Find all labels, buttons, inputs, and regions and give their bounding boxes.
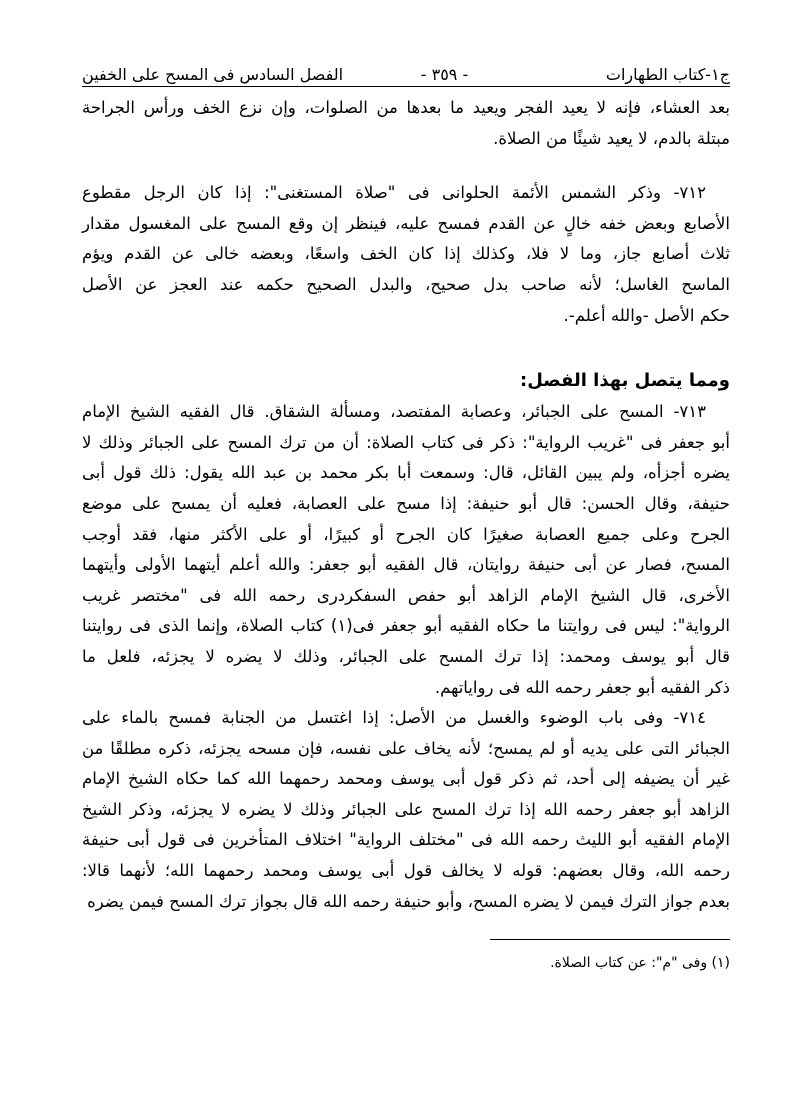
- paragraph-1: [82, 93, 730, 154]
- header-book-title: ج١-كتاب الطهارات: [605, 65, 730, 84]
- text-line: غير أن يضيفه إلى أحد، ثم ذكر قول أبى يوسف ومحمد رحمهما الله كما حكاه الشيخ الإمام: [82, 769, 730, 789]
- text-line: مبتلة بالدم، لا يعيد شيئًا من الصلاة.: [493, 128, 730, 148]
- text-line: ٧١٣- المسح على الجبائر، وعصابة المفتصد، ومسألة الشقاق. قال الفقيه الشيخ الإمام: [82, 402, 706, 422]
- page-number: - ٣٥٩ -: [420, 65, 469, 84]
- text-line: ٧١٤- وفى باب الوضوء والغسل من الأصل: إذا اغتسل من الجنابة فمسح بالماء على: [82, 708, 706, 728]
- text-line: الجرح وعلى جميع العصابة صغيرًا كان الجرح أو كبيرًا، أو على الأكثر منها، فقد أوجب: [82, 524, 730, 544]
- text-line: بعدم جواز الترك فيمن لا يضره المسح، وأبو حنيفة رحمه الله قال بجواز ترك المسح فيمن يضره: [87, 891, 730, 911]
- text-line: رحمه الله، وقال بعضهم: قوله لا يخالف قول أبى يوسف ومحمد رحمهما الله؛ لأنهما قالا:: [82, 861, 730, 881]
- footnote-divider: [490, 939, 730, 940]
- footnote: (١) وفى "م": عن كتاب الصلاة.: [550, 955, 730, 972]
- text-line: بعد العشاء، فإنه لا يعيد الفجر ويعيد ما بعدها من الصلوات، وإن نزع الخف ورأس الجراحة: [82, 98, 730, 117]
- paragraph-712: [82, 178, 730, 331]
- text-line: الأخرى، قال الشيخ الإمام الزاهد أبو حفص السفكردرى رحمه الله فى "مختصر غريب: [82, 585, 730, 605]
- text-line: حكم الأصل -والله أعلم-.: [563, 305, 730, 325]
- paragraph-713: [82, 397, 730, 703]
- text-line: أبو جعفر فى "غريب الرواية": ذكر فى كتاب الصلاة: أن من ترك المسح على الجبائر وذلك لا: [82, 432, 730, 452]
- paragraph-714: [82, 703, 730, 917]
- text-line: ٧١٢- وذكر الشمس الأئمة الحلوانى فى "صلاة المستغنى": إذا كان الرجل مقطوع: [82, 183, 706, 203]
- text-line: الأصابع وبعض خفه خالٍ عن القدم فمسح عليه، فينظر إن وقع المسح على المغسول مقدار: [82, 213, 730, 233]
- text-line: قال أبو يوسف ومحمد: إذا ترك المسح على الجبائر، وذلك لا يضره لا يجزئه، فلعل ما: [82, 646, 730, 666]
- text-line: ذكر الفقيه أبو جعفر رحمه الله فى رواياتهم.: [434, 677, 730, 697]
- text-line: الجبائر التى على يديه أو لم يمسح؛ لأنه يخاف على نفسه، فإن مسحه يجزئه، ذكره مطلقًا من: [82, 738, 730, 758]
- running-header: [82, 58, 730, 87]
- header-chapter-title: الفصل السادس فى المسح على الخفين: [82, 65, 344, 84]
- section-heading: ومما يتصل بهذا الفصل:: [520, 370, 730, 392]
- document-page: [82, 58, 730, 976]
- text-line: حنيفة، وقال الحسن: قال أبو حنيفة: إذا مسح على العصابة، فعليه أن يمسح على موضع: [82, 493, 730, 513]
- text-line: الإمام الفقيه أبو الليث رحمه الله فى "مختلف الرواية" اختلاف المتأخرين فى قول أبى حنيفة: [82, 830, 730, 850]
- text-line: ثلاث أصابع جاز، وما لا فلا، وكذلك إذا كان الخف واسعًا، وبعضه خالى عن القدم ويؤم: [82, 244, 730, 264]
- text-line: المسح، فصار عن أبى حنيفة روايتان، قال الفقيه أبو جعفر: والله أعلم أيتهما الأولى وأيتهما: [82, 555, 730, 575]
- text-line: يضره أجزأه، ولم يبين القائل، قال: وسمعت أبا بكر محمد بن عبد الله يقول: ذلك قول أبى: [82, 463, 730, 483]
- text-line: الرواية": ليس فى روايتنا ما حكاه الفقيه أبو جعفر فى(١) كتاب الصلاة، وإنما الذى فى روايتنا: [82, 616, 730, 636]
- text-line: الماسح الغاسل؛ لأنه صاحب بدل صحيح، والبدل الصحيح حكمه عند العجز عن الأصل: [82, 274, 730, 294]
- text-line: الزاهد أبو جعفر رحمه الله إذا ترك المسح على الجبائر وذلك لا يضره لا يجزئه، وذكر الشيخ: [82, 799, 730, 819]
